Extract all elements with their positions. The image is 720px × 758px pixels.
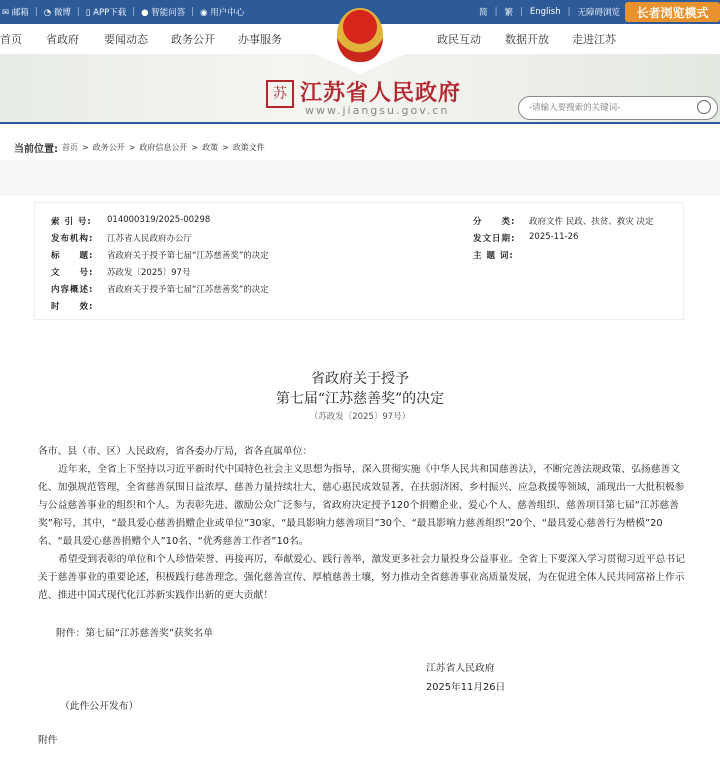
lang-traditional[interactable]: 繁 <box>504 8 514 18</box>
user-center-label: 用户中心 <box>210 8 245 18</box>
meta-key: 发布机构: <box>51 234 94 244</box>
doc-title-line1: 省政府关于授予 <box>311 371 409 387</box>
meta-key: 文 号: <box>51 268 94 278</box>
search-placeholder: -请输入要搜索的关键词- <box>529 103 621 113</box>
salutation: 各市、县（市、区）人民政府，省各委办厅局，省各直属单位： <box>38 446 313 457</box>
nav-news[interactable]: 要闻动态 <box>104 33 148 46</box>
app-link[interactable]: ▯ APP下载 <box>85 8 127 18</box>
meta-category: 政府文件 民政、扶贫、救灾 决定 <box>529 217 654 227</box>
search-icon[interactable] <box>697 100 711 114</box>
nav-services[interactable]: 办事服务 <box>238 33 282 46</box>
nav-open-data[interactable]: 数据开放 <box>505 33 549 46</box>
attachment-link[interactable]: 附件：第七届“江苏慈善奖”获奖名单 <box>56 628 214 639</box>
site-url: www.jiangsu.gov.cn <box>305 104 450 117</box>
breadcrumb-item[interactable]: 政策文件 <box>232 143 265 152</box>
lang-english[interactable]: English <box>529 7 561 17</box>
app-label: APP下载 <box>93 8 127 18</box>
meta-key: 标 题: <box>51 251 94 261</box>
weibo-label: 微博 <box>53 8 71 18</box>
search-input[interactable] <box>518 96 718 120</box>
site-title[interactable]: 江苏省人民政府 <box>300 81 462 106</box>
mail-label: 邮箱 <box>11 8 29 18</box>
doc-meta-table <box>34 202 684 320</box>
breadcrumb-label: 当前位置: <box>14 144 58 155</box>
meta-key: 分 类: <box>473 217 516 227</box>
sign-date: 2025年11月26日 <box>426 682 506 693</box>
site-logo-icon: 苏 <box>266 80 294 108</box>
breadcrumb-item[interactable]: 政务公开 <box>92 143 125 152</box>
meta-date: 2025-11-26 <box>529 232 579 242</box>
paragraph: 希望受到表彰的单位和个人珍惜荣誉、再接再厉，奉献爱心、践行善举，激发更多社会力量投身公益事业。全省上下要深入学习贯彻习近平总书记关于慈善事业的重要论述，积极践行慈善理念、强化慈善宣传、厚植慈善土壤，努力推动全省慈善事业高质量发展，为在促进全体人民共同富裕上作示范、推进中国式现代化江苏新实践作出新的更大贡献！ <box>38 554 685 601</box>
meta-index: 014000319/2025-00298 <box>107 215 211 225</box>
top-bar: ✉ 邮箱 | ◔ 微博 | ▯ APP下载 | ● 智能问答 | ◉ 用户中心 简 | 繁 | English | 无障碍浏览 长者浏览模式 <box>0 0 720 24</box>
meta-key: 索 引 号: <box>51 217 92 227</box>
lang-simplified[interactable]: 简 <box>479 8 488 18</box>
mail-link[interactable]: ✉ 邮箱 <box>2 8 29 18</box>
user-center-link[interactable]: ◉ 用户中心 <box>200 8 245 18</box>
meta-key: 时 效: <box>51 302 94 312</box>
nav-about[interactable]: 走进江苏 <box>572 33 616 46</box>
spacer <box>0 160 720 196</box>
breadcrumb: 当前位置: 首页 > 政务公开 > 政府信息公开 > 政策 > 政策文件 <box>14 140 265 155</box>
qa-link[interactable]: ● 智能问答 <box>141 8 186 18</box>
nav-province-gov[interactable]: 省政府 <box>46 33 79 46</box>
breadcrumb-item[interactable]: 政策 <box>202 143 219 152</box>
meta-docno: 苏政发〔2025〕97号 <box>107 268 191 278</box>
doc-title-line2: 第七届“江苏慈善奖”的决定 <box>275 391 445 407</box>
meta-key: 主 题 词: <box>473 251 514 261</box>
nav-home[interactable]: 首页 <box>0 33 22 46</box>
breadcrumb-item[interactable]: 首页 <box>62 143 78 152</box>
accessibility-link[interactable]: 无障碍浏览 <box>577 8 620 18</box>
divider <box>0 122 720 124</box>
national-emblem-icon <box>337 8 383 62</box>
weibo-link[interactable]: ◔ 微博 <box>43 8 71 18</box>
paragraph: 近年来，全省上下坚持以习近平新时代中国特色社会主义思想为指导，深入贯彻实施《中华人民共和国慈善法》，不断完善法规政策、弘扬慈善文化、加强规范管理，全省慈善氛围日益浓厚、慈善力量持续壮大、慈心惠民成效显著，在扶弱济困、乡村振兴、应急救援等领域，涌现出一大批积极参与公益慈善事业的组织和个人。为表彰先进、激励公众广泛参与，省政府决定授予120个捐赠企业、爱心个人、慈善组织、慈善项目第七届“江苏慈善奖”称号，其中，“最具爱心慈善捐赠企业或单位”30家、“最具影响力慈善项目”30个、“最具影响力慈善组织”20个、“最具爱心慈善行为楷模”20名、“最具爱心慈善捐赠个人”10名、“优秀慈善工作者”10名。 <box>38 464 685 547</box>
meta-summary: 省政府关于授予第七届“江苏慈善奖”的决定 <box>107 285 269 295</box>
meta-key: 内容概述: <box>51 285 94 295</box>
attachment-heading: 附件 <box>38 735 58 746</box>
nav-gov-affairs[interactable]: 政务公开 <box>171 33 215 46</box>
doc-number: （苏政发〔2025〕97号） <box>309 412 411 422</box>
nav-interaction[interactable]: 政民互动 <box>437 33 481 46</box>
elder-mode-button[interactable]: 长者浏览模式 <box>625 2 720 22</box>
meta-key: 发文日期: <box>473 234 516 244</box>
signer: 江苏省人民政府 <box>426 663 495 674</box>
breadcrumb-item[interactable]: 政府信息公开 <box>139 143 188 152</box>
doc-body <box>38 443 686 605</box>
publish-note: （此件公开发布） <box>60 701 139 712</box>
meta-title: 省政府关于授予第七届“江苏慈善奖”的决定 <box>107 251 269 261</box>
meta-org: 江苏省人民政府办公厅 <box>107 234 193 244</box>
qa-label: 智能问答 <box>151 8 186 18</box>
